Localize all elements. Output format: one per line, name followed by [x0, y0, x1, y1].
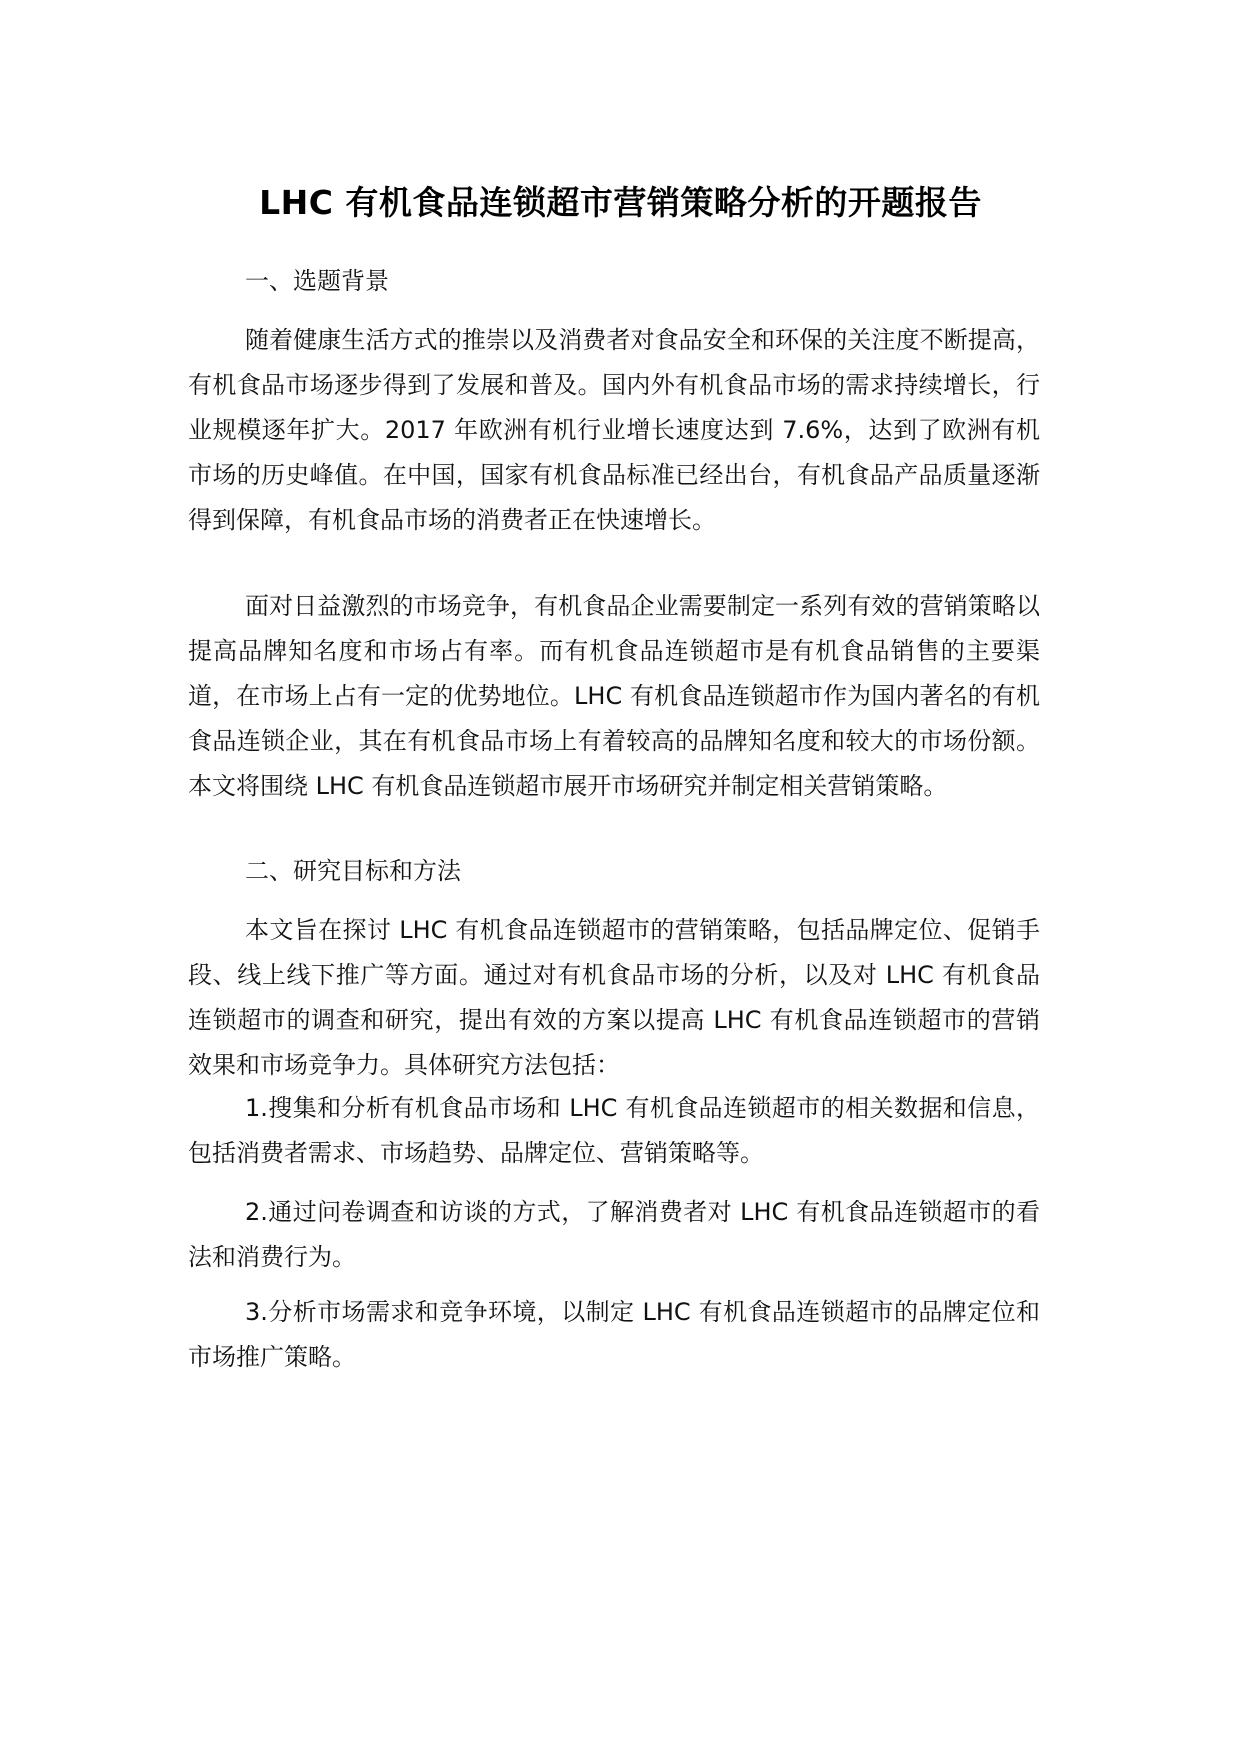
paragraph	[188, 908, 1040, 1088]
paragraph	[188, 318, 1040, 543]
paragraph	[188, 584, 1040, 809]
paragraph-text: 面对日益激烈的市场竞争，有机食品企业需要制定一系列有效的营销策略以提高品牌知名度和市场占有率。而有机食品连锁超市是有机食品销售的主要渠道，在市场上占有一定的优势地位。LHC 有机食品连锁超市作为国内著名的有机食品连锁企业，其在有机食品市场上有着较高的品牌知名度和较大的市场份额。本文将围绕 LHC 有机食品连锁超市展开市场研究并制定相关营销策略。	[188, 592, 1040, 800]
list-item-text: 2.通过问卷调查和访谈的方式，了解消费者对 LHC 有机食品连锁超市的看法和消费行为。	[188, 1198, 1040, 1271]
paragraph-text: 本文旨在探讨 LHC 有机食品连锁超市的营销策略，包括品牌定位、促销手段、线上线下推广等方面。通过对有机食品市场的分析，以及对 LHC 有机食品连锁超市的调查和研究，提出有效的方案以提高 LHC 有机食品连锁超市的营销效果和市场竞争力。具体研究方法包括：	[188, 916, 1040, 1079]
section-heading-background	[188, 259, 1040, 304]
section-heading: 二、研究目标和方法	[245, 857, 461, 885]
list-item-text: 1.搜集和分析有机食品市场和 LHC 有机食品连锁超市的相关数据和信息，包括消费者需求、市场趋势、品牌定位、营销策略等。	[188, 1094, 1040, 1167]
list-item	[188, 1086, 1040, 1176]
section-heading-methods	[188, 849, 1040, 894]
section-heading: 一、选题背景	[245, 267, 389, 295]
document-title: LHC 有机食品连锁超市营销策略分析的开题报告	[259, 183, 982, 222]
list-item	[188, 1190, 1040, 1280]
paragraph-text: 随着健康生活方式的推崇以及消费者对食品安全和环保的关注度不断提高，有机食品市场逐步得到了发展和普及。国内外有机食品市场的需求持续增长，行业规模逐年扩大。2017 年欧洲有机行业增长速度达到 7.6%，达到了欧洲有机市场的历史峰值。在中国，国家有机食品标准已经出台，有机食品产品质量逐渐得到保障，有机食品市场的消费者正在快速增长。	[188, 326, 1040, 534]
list-item-text: 3.分析市场需求和竞争环境，以制定 LHC 有机食品连锁超市的品牌定位和市场推广策略。	[188, 1298, 1040, 1371]
list-item	[188, 1290, 1040, 1380]
